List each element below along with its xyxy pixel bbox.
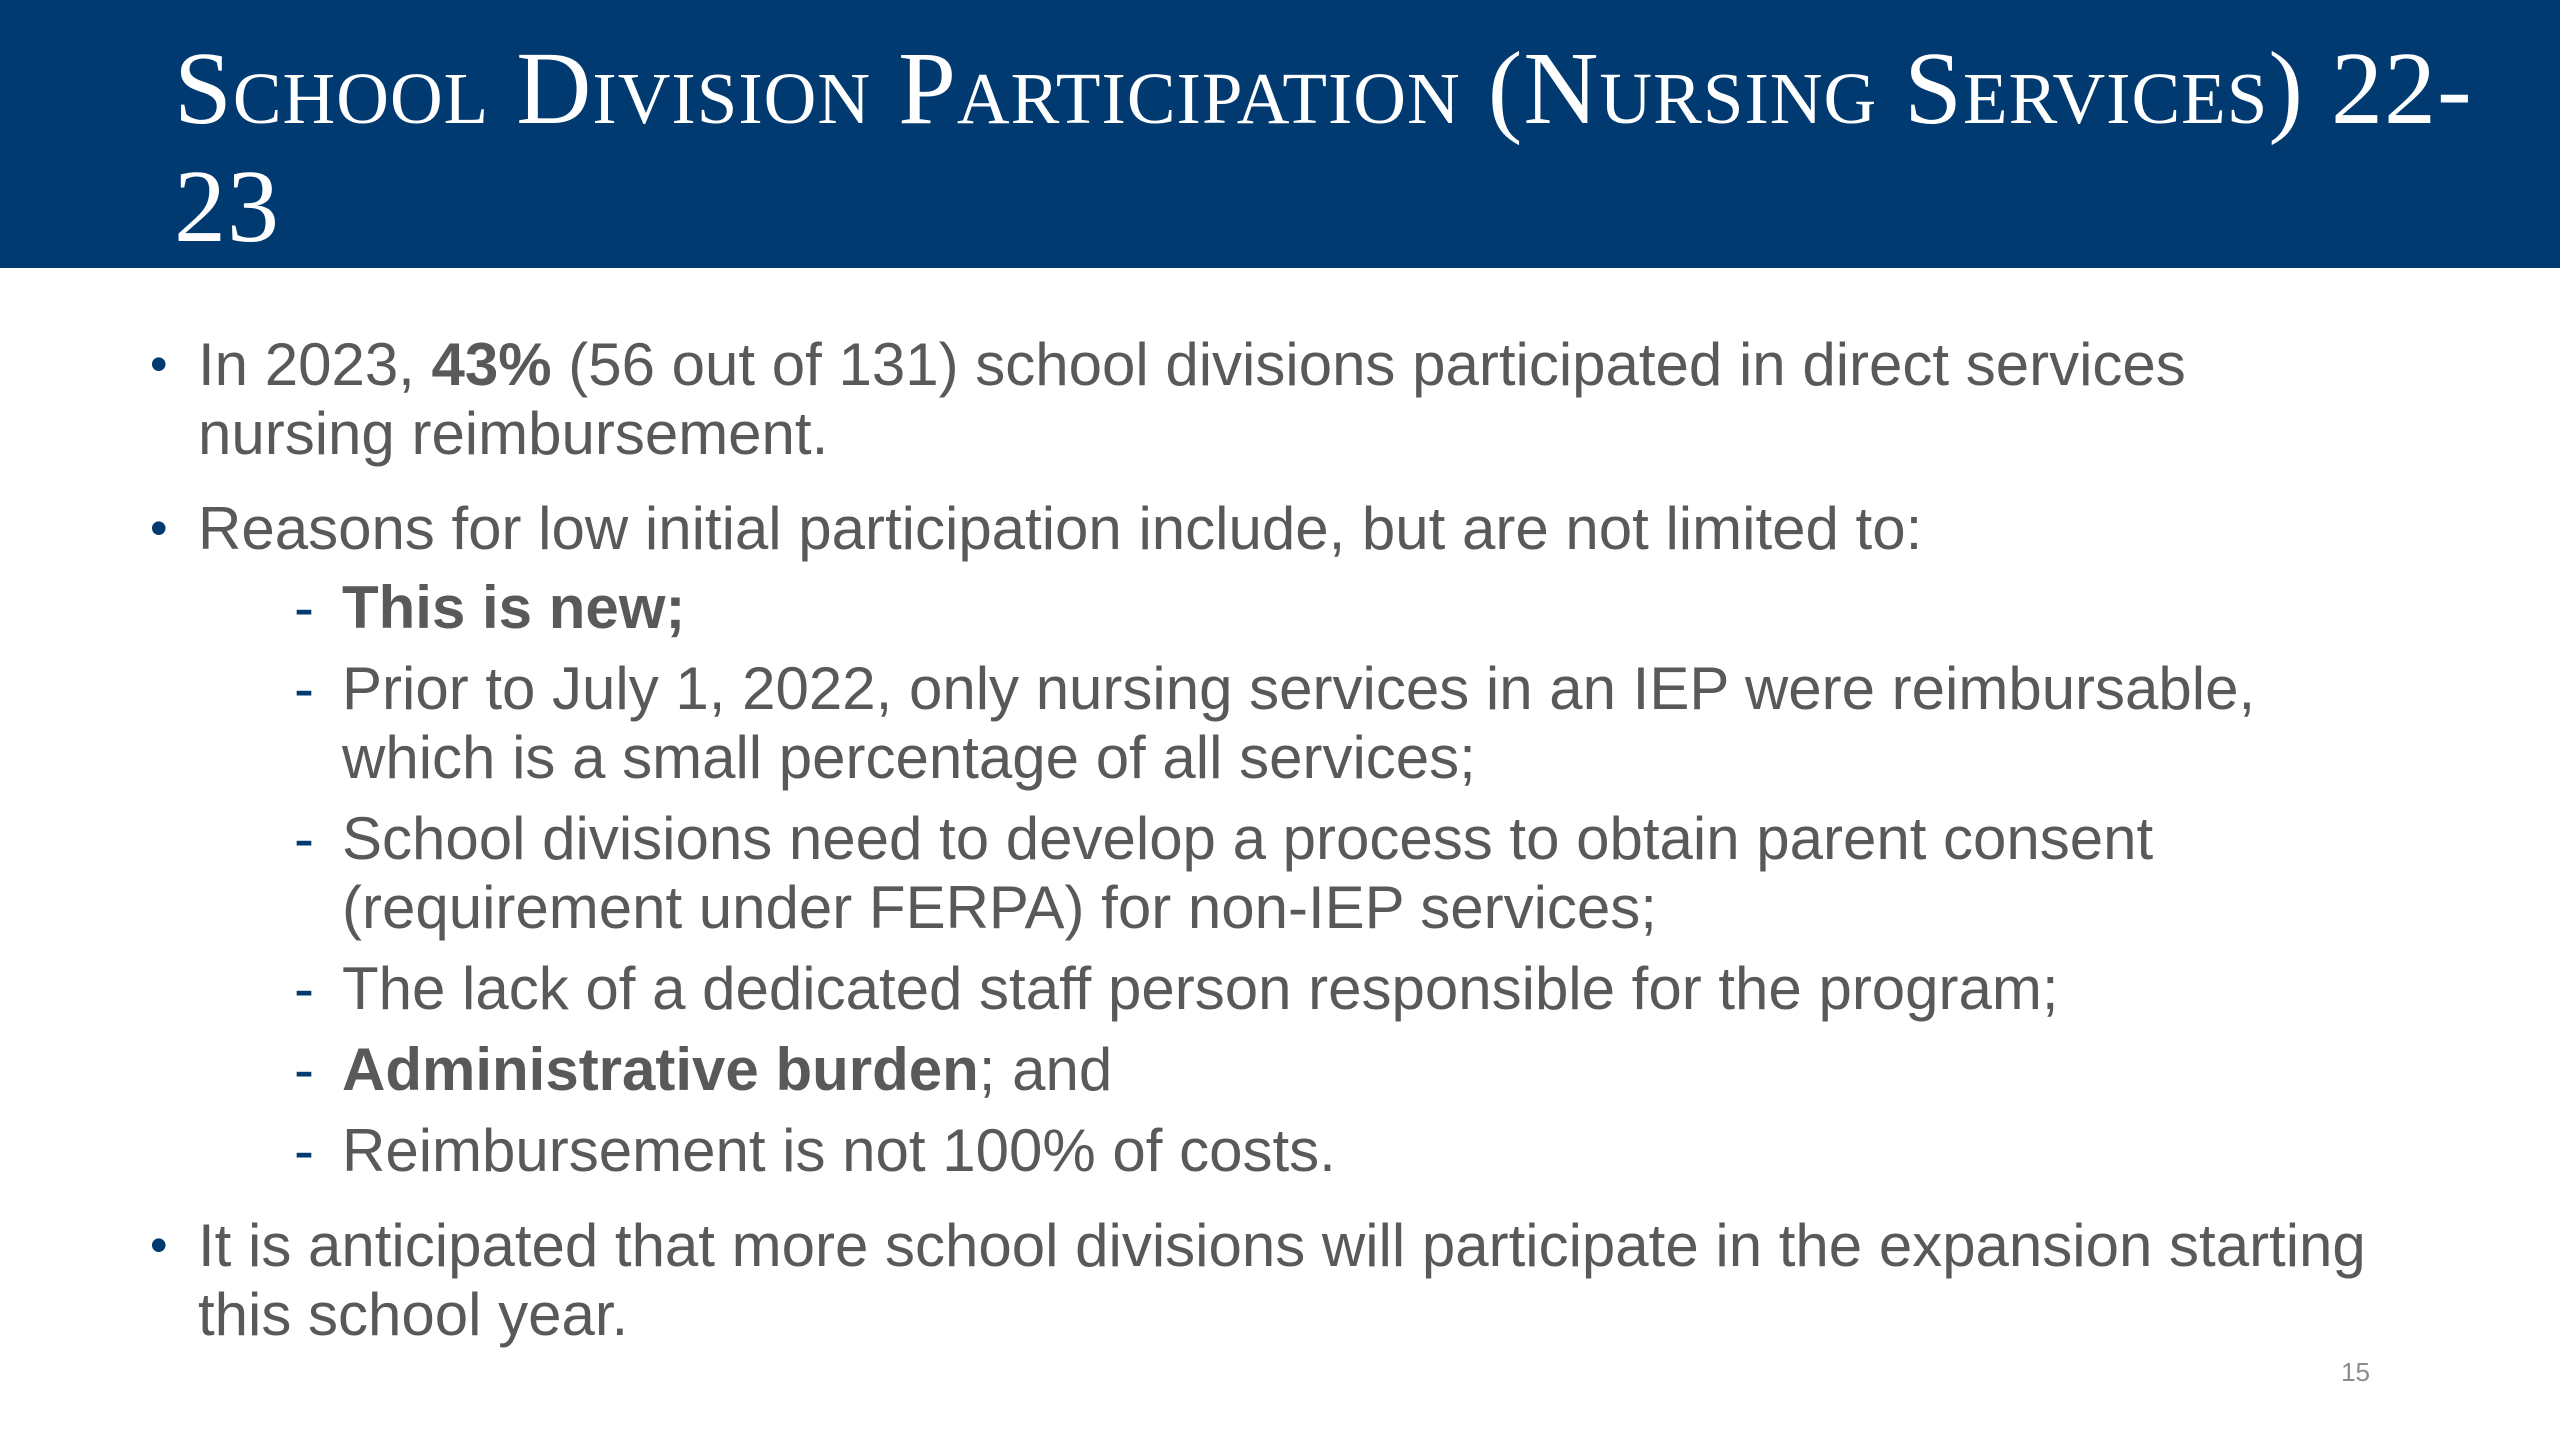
bullet-anticipated-growth [150,1211,2380,1349]
bullet-text: (56 out of 131) school divisions participated in direct services nursing reimbursement. [198,331,2186,467]
bullet-reasons [150,494,2380,1185]
reason-item [294,654,2380,792]
reason-text: ; and [978,1036,1113,1103]
reason-item [294,1116,2380,1185]
reason-text: School divisions need to develop a process to obtain parent consent (requirement under FERPA) for non-IEP services; [342,805,2187,941]
reason-text: The lack of a dedicated staff person responsible for the program; [342,955,2059,1022]
page-number: 15 [2341,1357,2370,1387]
reason-text: This is new; [342,574,686,641]
reasons-list [198,573,2380,1185]
bullet-text: Reasons for low initial participation include, but are not limited to: [198,495,1923,562]
reason-text: Reimbursement is not 100% of costs. [342,1117,1336,1184]
bullet-text: In 2023, [198,331,432,398]
title-bar [0,0,2560,268]
reason-item [294,954,2380,1023]
reason-item [294,1035,2380,1104]
slide-content [150,330,2380,1375]
participation-percentage: 43% [431,331,552,398]
bullet-text: It is anticipated that more school divisions will participate in the expansion starting this school year. [198,1212,2366,1348]
reason-text: Administrative burden [342,1036,979,1103]
reason-item [294,804,2380,942]
reason-item [294,573,2380,642]
reason-text: Prior to July 1, 2022, only nursing services in an IEP were reimbursable, which is a small percentage of all services; [342,655,2256,791]
bullet-participation-rate [150,330,2380,468]
slide-title: School Division Participation (Nursing Services) 22-23 [174,31,2473,264]
